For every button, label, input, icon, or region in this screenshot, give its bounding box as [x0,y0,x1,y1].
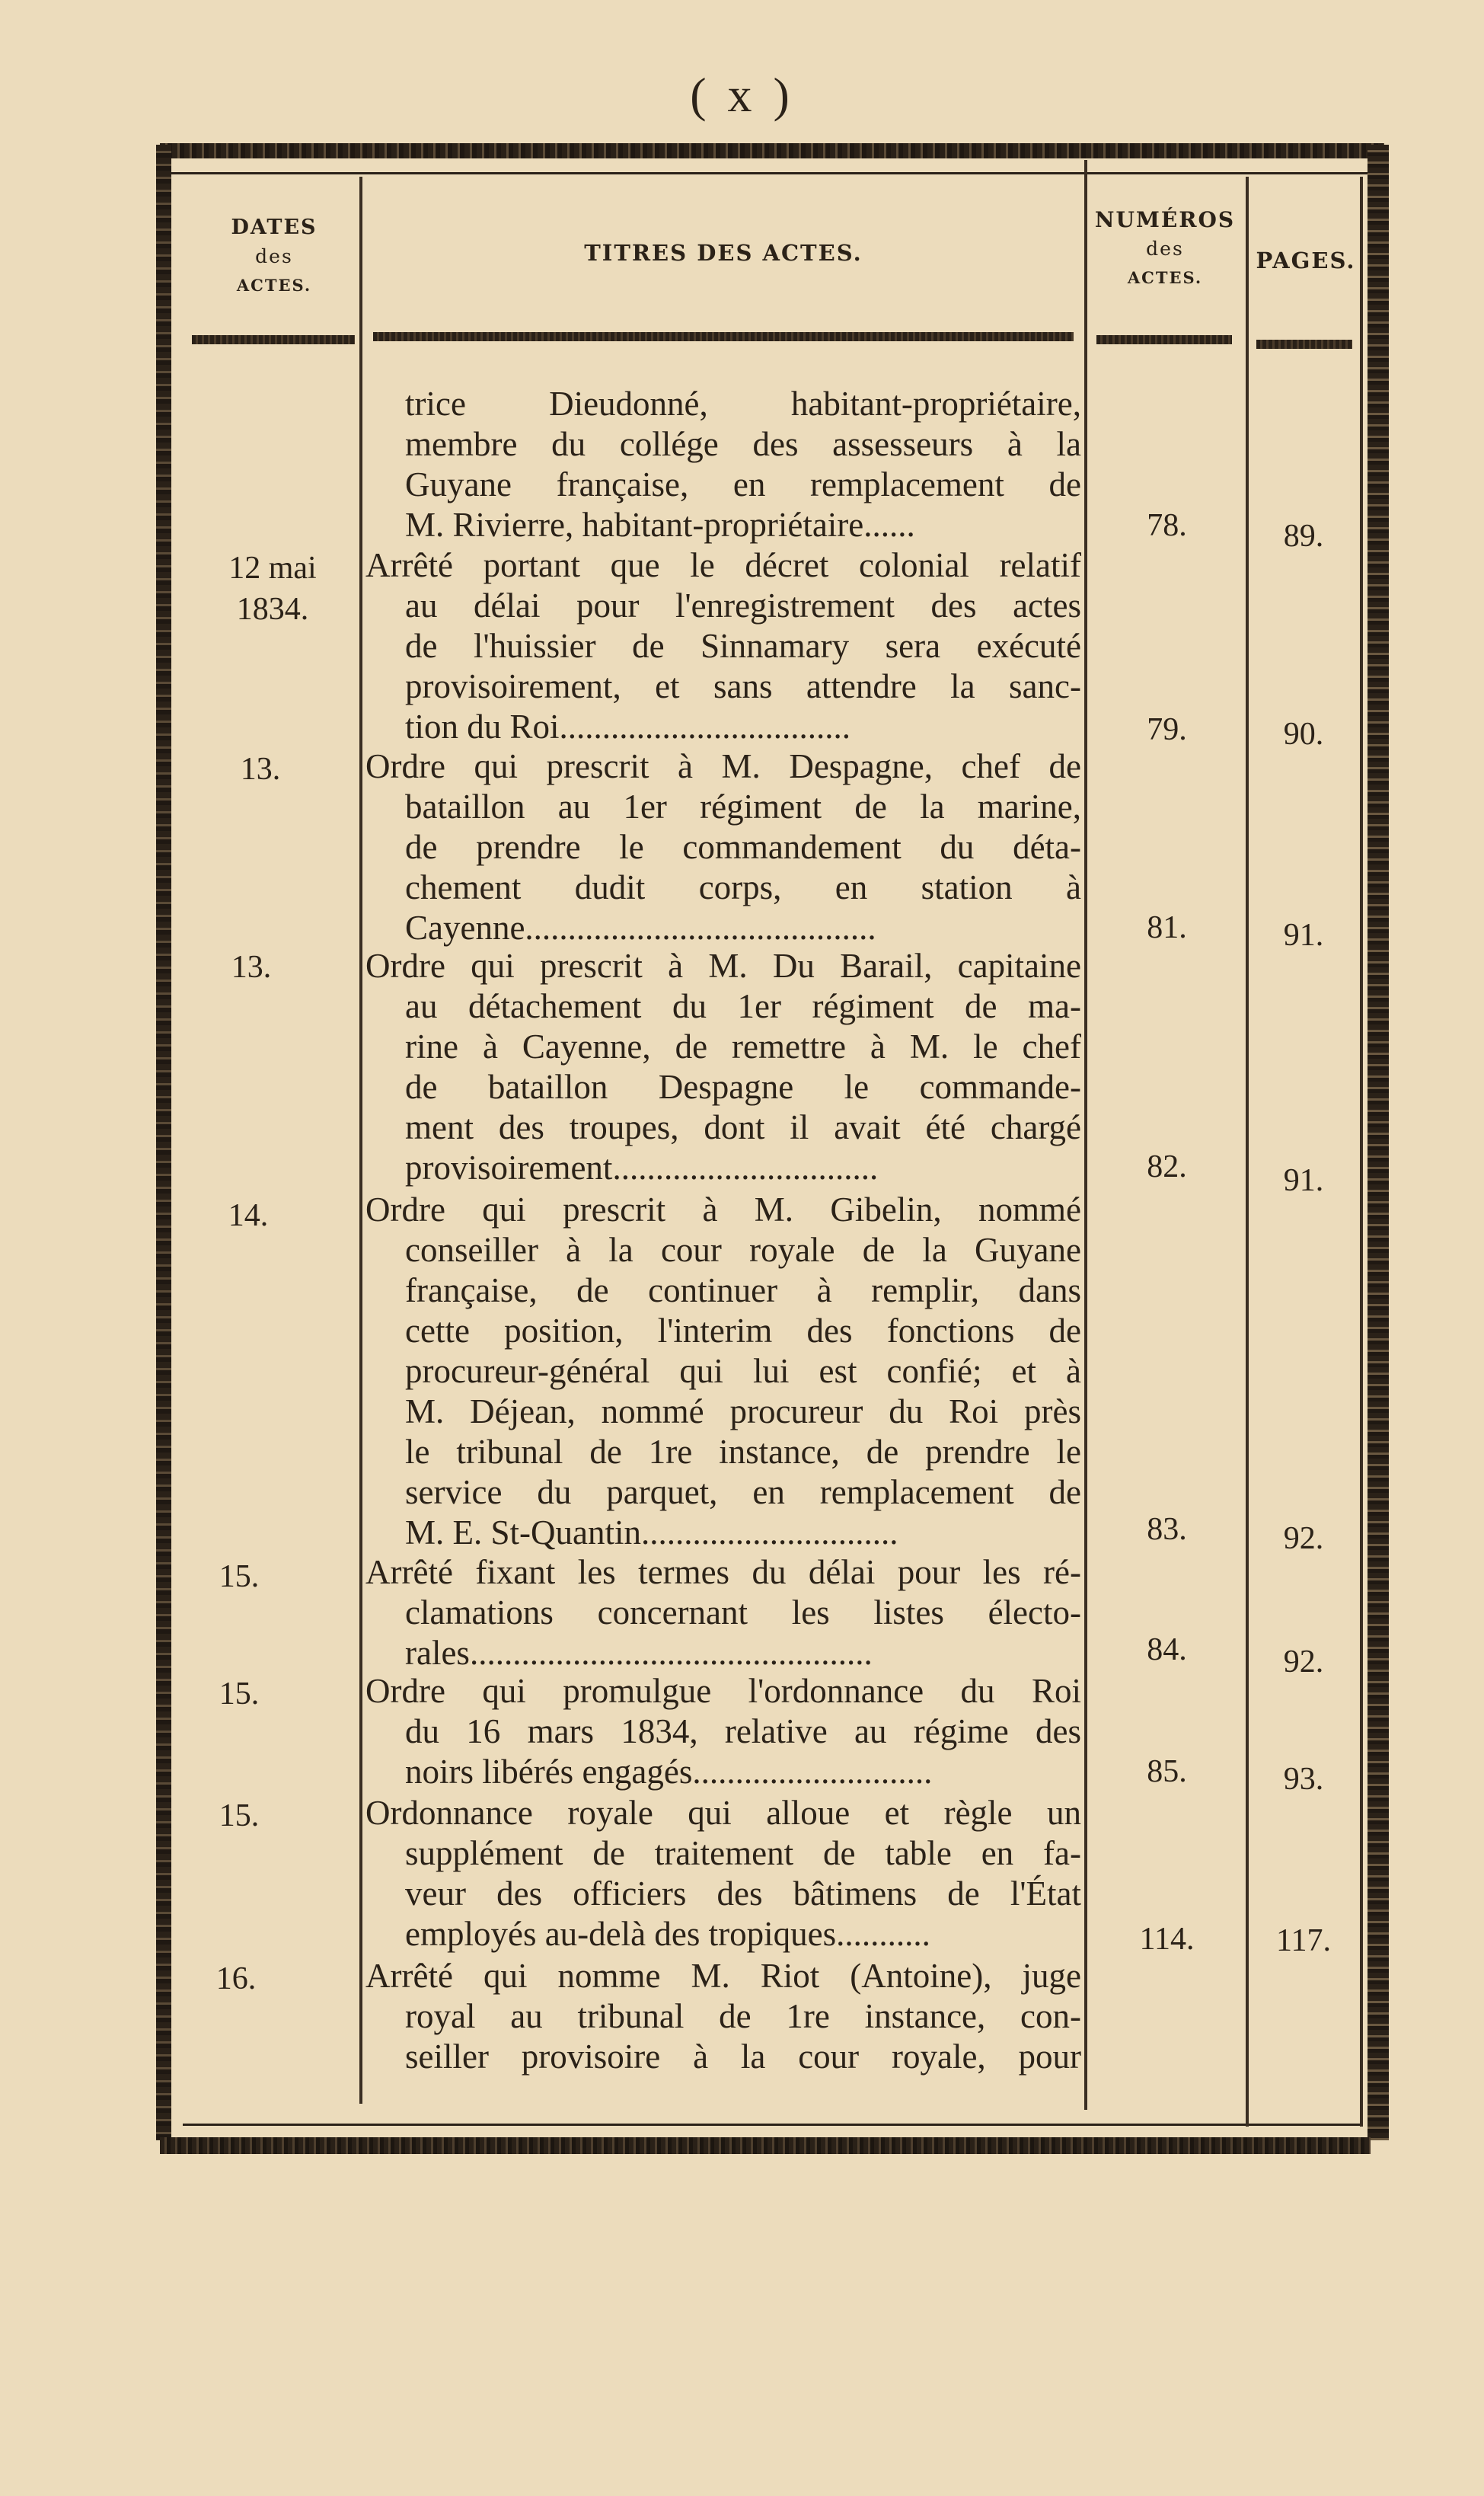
entry-title-line: Ordre qui prescrit à M. Du Barail, capitaine [365,947,1081,985]
entry-numero: 82. [1147,1149,1187,1184]
entry-title-line: le tribunal de 1re instance, de prendre le [405,1433,1081,1471]
header-rule [373,332,1074,341]
entry-page: 93. [1283,1762,1324,1797]
entry-page: 117. [1276,1923,1331,1958]
page-number: ( x ) [690,68,794,122]
column-divider [1360,177,1363,2127]
entry-title-line: trice Dieudonné, habitant-propriétaire, [405,385,1081,423]
entry-title-line: Ordre qui prescrit à M. Gibelin, nommé [365,1190,1081,1229]
column-divider [1084,160,1087,2110]
entry-title-line: rales............................................... [405,1634,873,1672]
entry-numero: 79. [1147,712,1187,747]
entry-title-line: royal au tribunal de 1re instance, con- [405,1997,1081,2035]
header-numeros-line3: ACTES. [1127,268,1203,287]
entry-title-line: Arrêté qui nomme M. Riot (Antoine), juge [365,1957,1081,1995]
entry-date: 16. [215,1961,257,1996]
entry-title-line: bataillon au 1er régiment de la marine, [405,788,1081,826]
entry-title-line: conseiller à la cour royale de la Guyane [405,1231,1081,1269]
entry-title-line: membre du collége des assesseurs à la [405,425,1081,463]
entry-title-line: française, de continuer à remplir, dans [405,1271,1081,1309]
frame-bottom-border [160,2137,1371,2154]
entry-numero: 85. [1147,1754,1187,1789]
entry-page: 90. [1283,717,1324,752]
header-dates [198,213,350,300]
entry-title-line: veur des officiers des bâtimens de l'État [405,1874,1081,1913]
column-divider [359,177,362,2104]
entry-date: 13. [231,950,272,985]
entry-title-line: clamations concernant les listes électo- [405,1593,1081,1632]
entry-title-line: de bataillon Despagne le commande- [405,1068,1081,1106]
entry-date: 13. [240,752,281,787]
entry-title-line: procureur-général qui lui est confié; et à [405,1352,1081,1390]
frame-top-border [160,143,1384,158]
entry-page: 91. [1283,918,1324,953]
entry-title-line: provisoirement, et sans attendre la sanc- [405,667,1081,705]
frame-left-border [156,145,171,2140]
header-rule [192,335,355,344]
entry-title-line: rine à Cayenne, de remettre à M. le chef [405,1027,1081,1066]
entry-date: 15. [219,1676,260,1711]
entry-title-line: ment des troupes, dont il avait été chargé [405,1108,1081,1146]
entry-title-line: service du parquet, en remplacement de [405,1473,1081,1511]
entry-title-line: Arrêté fixant les termes du délai pour les ré- [365,1553,1081,1591]
entry-page: 89. [1283,519,1324,554]
header-dates-line1: DATES [231,216,318,239]
entry-title-line: seiller provisoire à la cour royale, pour [405,2037,1081,2076]
frame-right-border [1368,145,1389,2140]
entry-date: 14. [228,1198,269,1233]
entry-page: 92. [1283,1644,1324,1679]
entry-title-line: Ordre qui promulgue l'ordonnance du Roi [365,1672,1081,1710]
entry-title-line: employés au-delà des tropiques........... [405,1915,930,1953]
entry-title-line: supplément de traitement de table en fa- [405,1834,1081,1872]
entry-title-line: du 16 mars 1834, relative au régime des [405,1712,1081,1750]
entry-title-line: Ordonnance royale qui alloue et règle un [365,1794,1081,1832]
entry-numero: 78. [1147,508,1187,543]
header-pages: PAGES. [1256,248,1356,273]
header-numeros-line2: des [1146,238,1184,260]
entry-title-line: au délai pour l'enregistrement des actes [405,586,1081,625]
entry-date-year: 1834. [236,592,309,627]
column-divider [1246,177,1249,2127]
entry-numero: 81. [1147,910,1187,945]
entry-page: 91. [1283,1163,1324,1198]
header-dates-line3: ACTES. [236,276,312,295]
entry-title-line: au détachement du 1er régiment de ma- [405,987,1081,1025]
entry-title-line: chement dudit corps, en station à [405,868,1081,906]
entry-numero: 84. [1147,1632,1187,1667]
header-numeros [1089,206,1241,292]
entry-date: 12 mai [228,551,317,586]
entry-title-line: tion du Roi.................................. [405,708,851,746]
entry-date: 15. [219,1798,260,1833]
entry-title-line: M. E. St-Quantin.............................. [405,1513,898,1552]
frame-bottom-rule [183,2124,1363,2126]
entry-title-line: Cayenne......................................... [405,909,876,947]
entry-title-line: M. Déjean, nommé procureur du Roi près [405,1392,1081,1430]
entry-title-line: M. Rivierre, habitant-propriétaire...... [405,506,915,544]
entry-numero: 83. [1147,1512,1187,1547]
entry-title-line: Guyane française, en remplacement de [405,465,1081,503]
entry-numero: 114. [1139,1922,1195,1957]
entry-title-line: provisoirement............................... [405,1149,879,1187]
entry-title-line: noirs libérés engagés............................ [405,1753,933,1791]
header-titres: TITRES DES ACTES. [584,240,863,266]
entry-date: 15. [219,1559,260,1594]
frame-top-rule [168,172,1371,174]
entry-title-line: Arrêté portant que le décret colonial relatif [365,546,1081,584]
header-dates-line2: des [255,245,293,267]
entry-title-line: de prendre le commandement du déta- [405,828,1081,866]
entry-title-line: cette position, l'interim des fonctions de [405,1312,1081,1350]
header-rule [1096,335,1232,344]
entry-page: 92. [1283,1521,1324,1556]
header-numeros-line1: NUMÉROS [1094,207,1236,232]
entry-title-line: Ordre qui prescrit à M. Despagne, chef de [365,747,1081,785]
entry-title-line: de l'huissier de Sinnamary sera exécuté [405,627,1081,665]
header-rule [1256,340,1352,349]
